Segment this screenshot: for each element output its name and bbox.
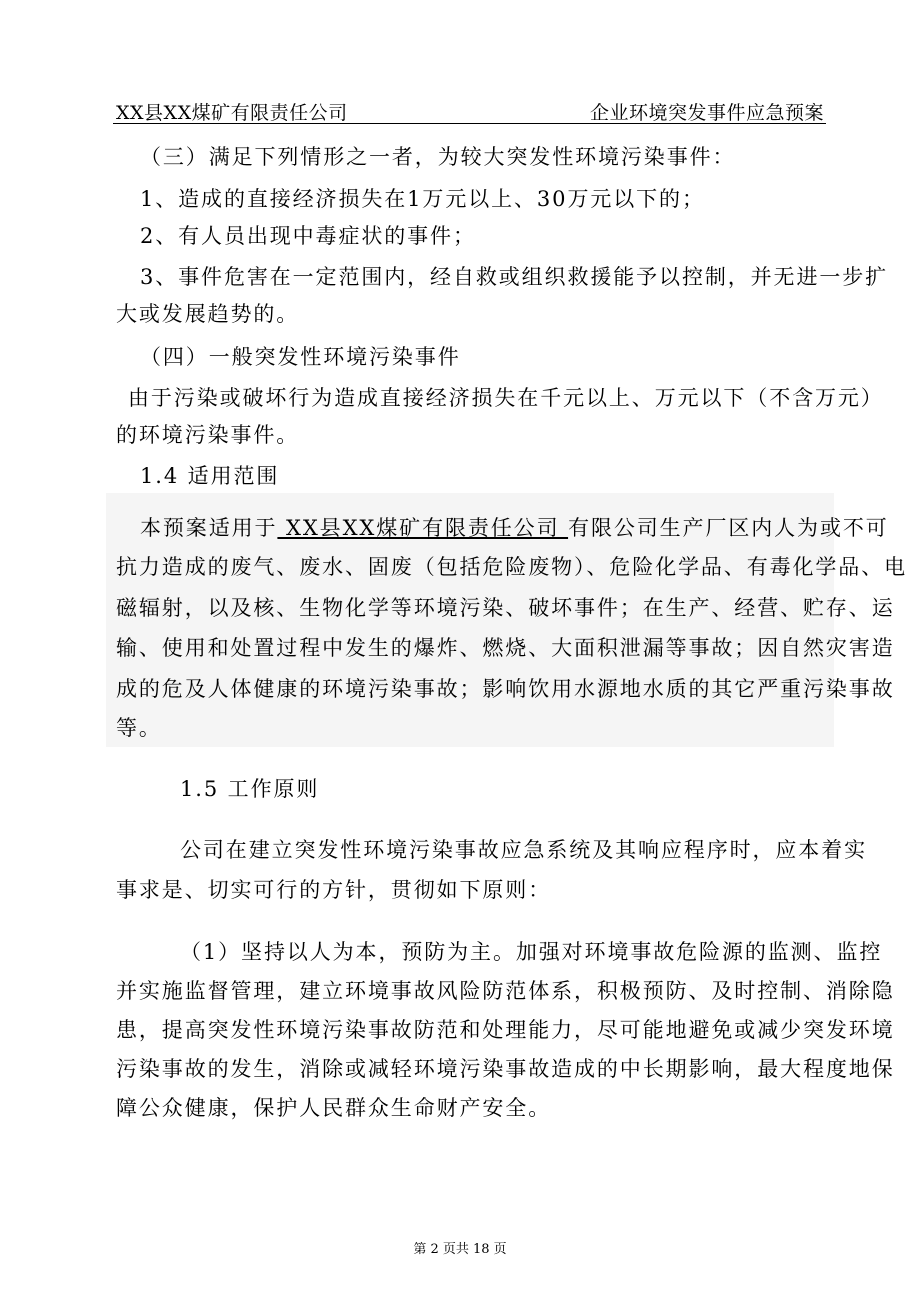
- para-line: 磁辐射，以及核、生物化学等环境污染、破坏事件；在生产、经营、贮存、运: [116, 596, 895, 620]
- para-text: 本预案适用于: [140, 516, 278, 540]
- para-line: 大或发展趋势的。: [116, 302, 300, 326]
- para-line: 患，提高突发性环境污染事故防范和处理能力，尽可能地避免或减少突发环境: [116, 1018, 895, 1042]
- para-line: 2、有人员出现中毒症状的事件；: [140, 224, 476, 248]
- page-number: 第 2 页共 18 页: [413, 1242, 507, 1257]
- para-line: 成的危及人体健康的环境污染事故；影响饮用水源地水质的其它严重污染事故: [116, 677, 895, 701]
- para-line: 事求是、切实可行的方针，贯彻如下原则：: [116, 878, 552, 902]
- para-line: （三）满足下列情形之一者，为较大突发性环境污染事件：: [140, 145, 736, 169]
- para-line: 3、事件危害在一定范围内，经自救或组织救援能予以控制，并无进一步扩: [140, 265, 889, 289]
- para-line: （1）坚持以人为本，预防为主。加强对环境事故危险源的监测、监控: [180, 940, 883, 964]
- para-line: 1、造成的直接经济损失在1万元以上、30万元以下的；: [140, 187, 705, 211]
- section-heading-1-5: 1.5 工作原则: [180, 777, 320, 801]
- page-header-company: XX县XX煤矿有限责任公司: [116, 102, 348, 124]
- para-line: 污染事故的发生，消除或减轻环境污染事故造成的中长期影响，最大程度地保: [116, 1057, 895, 1081]
- para-line: 的环境污染事件。: [116, 423, 300, 447]
- section-heading: （四）一般突发性环境污染事件: [140, 345, 461, 369]
- section-heading-1-4: 1.4 适用范围: [140, 464, 280, 488]
- para-line: 并实施监督管理，建立环境事故风险防范体系，积极预防、及时控制、消除隐: [116, 979, 895, 1003]
- para-line: 等。: [116, 716, 162, 740]
- para-line: 公司在建立突发性环境污染事故应急系统及其响应程序时，应本着实: [180, 838, 867, 862]
- para-line: [140, 512, 889, 542]
- company-name-underlined: XX县XX煤矿有限责任公司: [277, 516, 569, 540]
- page-header-title: 企业环境突发事件应急预案: [589, 102, 824, 124]
- para-text: 有限公司生产厂区内人为或不可: [568, 516, 889, 540]
- para-line: 抗力造成的废气、废水、固废（包括危险废物）、危险化学品、有毒化学品、电: [116, 555, 907, 579]
- para-line: 障公众健康，保护人民群众生命财产安全。: [116, 1096, 552, 1120]
- para-line: 输、使用和处置过程中发生的爆炸、燃烧、大面积泄漏等事故；因自然灾害造: [116, 636, 895, 660]
- header-rule: [113, 123, 826, 124]
- para-line: 由于污染或破坏行为造成直接经济损失在千元以上、万元以下（不含万元）: [128, 386, 884, 410]
